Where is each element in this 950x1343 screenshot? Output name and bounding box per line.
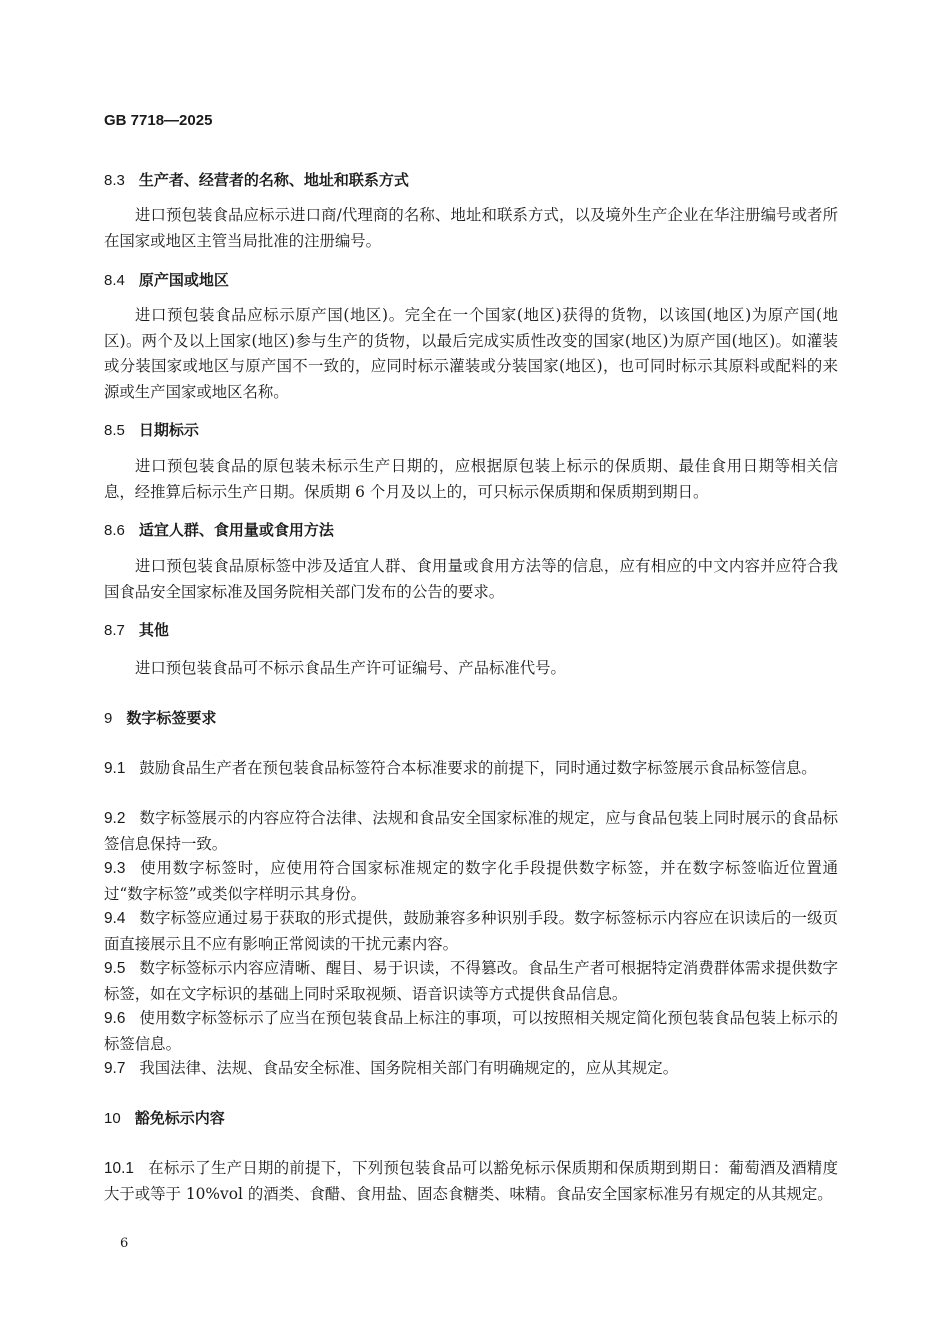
- clause-9-3: [104, 856, 838, 907]
- clause-text: 在标示了生产日期的前提下，下列预包装食品可以豁免标示保质期和保质期到期日：葡萄酒及酒精度大于或等于 10%vol 的酒类、食醋、食用盐、固态食糖类、味精。食品安全国家标准另有规定的从其规定。: [104, 1159, 838, 1203]
- page-number: 6: [120, 1236, 129, 1251]
- section-number: 8.3: [104, 172, 125, 189]
- clause-text: 鼓励食品生产者在预包装食品标签符合本标准要求的前提下，同时通过数字标签展示食品标签信息。: [139, 759, 817, 777]
- chapter-heading-9: [104, 706, 838, 732]
- clause-number: 9.3: [104, 860, 126, 877]
- clause-9-6: [104, 1006, 838, 1057]
- section-number: 8.5: [104, 422, 125, 439]
- section-body-8-7: 进口预包装食品可不标示食品生产许可证编号、产品标准代号。: [135, 659, 566, 677]
- section-number: 8.7: [104, 622, 125, 639]
- running-header: GB 7718—2025: [104, 112, 213, 129]
- clause-text: 数字标签展示的内容应符合法律、法规和食品安全国家标准的规定，应与食品包装上同时展示的食品标签信息保持一致。: [104, 809, 838, 853]
- section-body-8-6: 进口预包装食品原标签中涉及适宜人群、食用量或食用方法等的信息，应有相应的中文内容并应符合我国食品安全国家标准及国务院相关部门发布的公告的要求。: [104, 557, 838, 601]
- clause-10-1: [104, 1156, 838, 1207]
- section-number: 8.4: [104, 272, 125, 289]
- section-heading-8-5: [104, 418, 838, 444]
- clause-9-2: [104, 806, 838, 857]
- clause-number: 9.2: [104, 810, 126, 827]
- clause-number: 9.5: [104, 960, 126, 977]
- chapter-number: 9: [104, 710, 113, 727]
- clause-9-7: [104, 1056, 838, 1082]
- section-title: 适宜人群、食用量或食用方法: [138, 521, 334, 539]
- clause-text: 使用数字标签标示了应当在预包装食品上标注的事项，可以按照相关规定简化预包装食品包装上标示的标签信息。: [104, 1009, 838, 1053]
- clause-number: 9.7: [104, 1060, 126, 1077]
- clause-number: 10.1: [104, 1160, 134, 1177]
- section-body-8-4: 进口预包装食品应标示原产国(地区)。完全在一个国家(地区)获得的货物，以该国(地区)为原产国(地区)。两个及以上国家(地区)参与生产的货物，以最后完成实质性改变的国家(地区)为原产国(地区)。如灌装或分装国家或地区与原产国不一致的，应同时标示灌装或分装国家(地区)，也可同时标示其原料或配料的来源或生产国家或地区名称。: [104, 306, 838, 401]
- clause-9-5: [104, 956, 838, 1007]
- clause-text: 我国法律、法规、食品安全标准、国务院相关部门有明确规定的，应从其规定。: [139, 1059, 679, 1077]
- section-heading-8-3: [104, 168, 838, 194]
- clause-text: 使用数字标签时，应使用符合国家标准规定的数字化手段提供数字标签，并在数字标签临近位置通过“数字标签”或类似字样明示其身份。: [104, 859, 838, 903]
- clause-number: 9.6: [104, 1010, 126, 1027]
- section-heading-8-4: [104, 268, 838, 294]
- section-title: 日期标示: [138, 421, 199, 439]
- section-title: 原产国或地区: [138, 271, 229, 289]
- section-number: 8.6: [104, 522, 125, 539]
- chapter-title: 豁免标示内容: [134, 1109, 225, 1127]
- chapter-number: 10: [104, 1110, 121, 1127]
- section-body-8-5: 进口预包装食品的原包装未标示生产日期的，应根据原包装上标示的保质期、最佳食用日期等相关信息，经推算后标示生产日期。保质期 6 个月及以上的，可只标示保质期和保质期到期日。: [104, 457, 838, 501]
- clause-number: 9.4: [104, 910, 126, 927]
- section-heading-8-6: [104, 518, 838, 544]
- clause-number: 9.1: [104, 760, 126, 777]
- clause-text: 数字标签应通过易于获取的形式提供，鼓励兼容多种识别手段。数字标签标示内容应在识读后的一级页面直接展示且不应有影响正常阅读的干扰元素内容。: [104, 909, 838, 953]
- section-title: 生产者、经营者的名称、地址和联系方式: [138, 171, 409, 189]
- section-body-8-3: 进口预包装食品应标示进口商/代理商的名称、地址和联系方式，以及境外生产企业在华注册编号或者所在国家或地区主管当局批准的注册编号。: [104, 206, 838, 250]
- section-title: 其他: [138, 621, 169, 639]
- clause-9-4: [104, 906, 838, 957]
- chapter-heading-10: [104, 1106, 838, 1132]
- section-heading-8-7: [104, 618, 838, 644]
- clause-9-1: [104, 756, 838, 782]
- clause-text: 数字标签标示内容应清晰、醒目、易于识读，不得篡改。食品生产者可根据特定消费群体需求提供数字标签，如在文字标识的基础上同时采取视频、语音识读等方式提供食品信息。: [104, 959, 838, 1003]
- chapter-title: 数字标签要求: [126, 709, 217, 727]
